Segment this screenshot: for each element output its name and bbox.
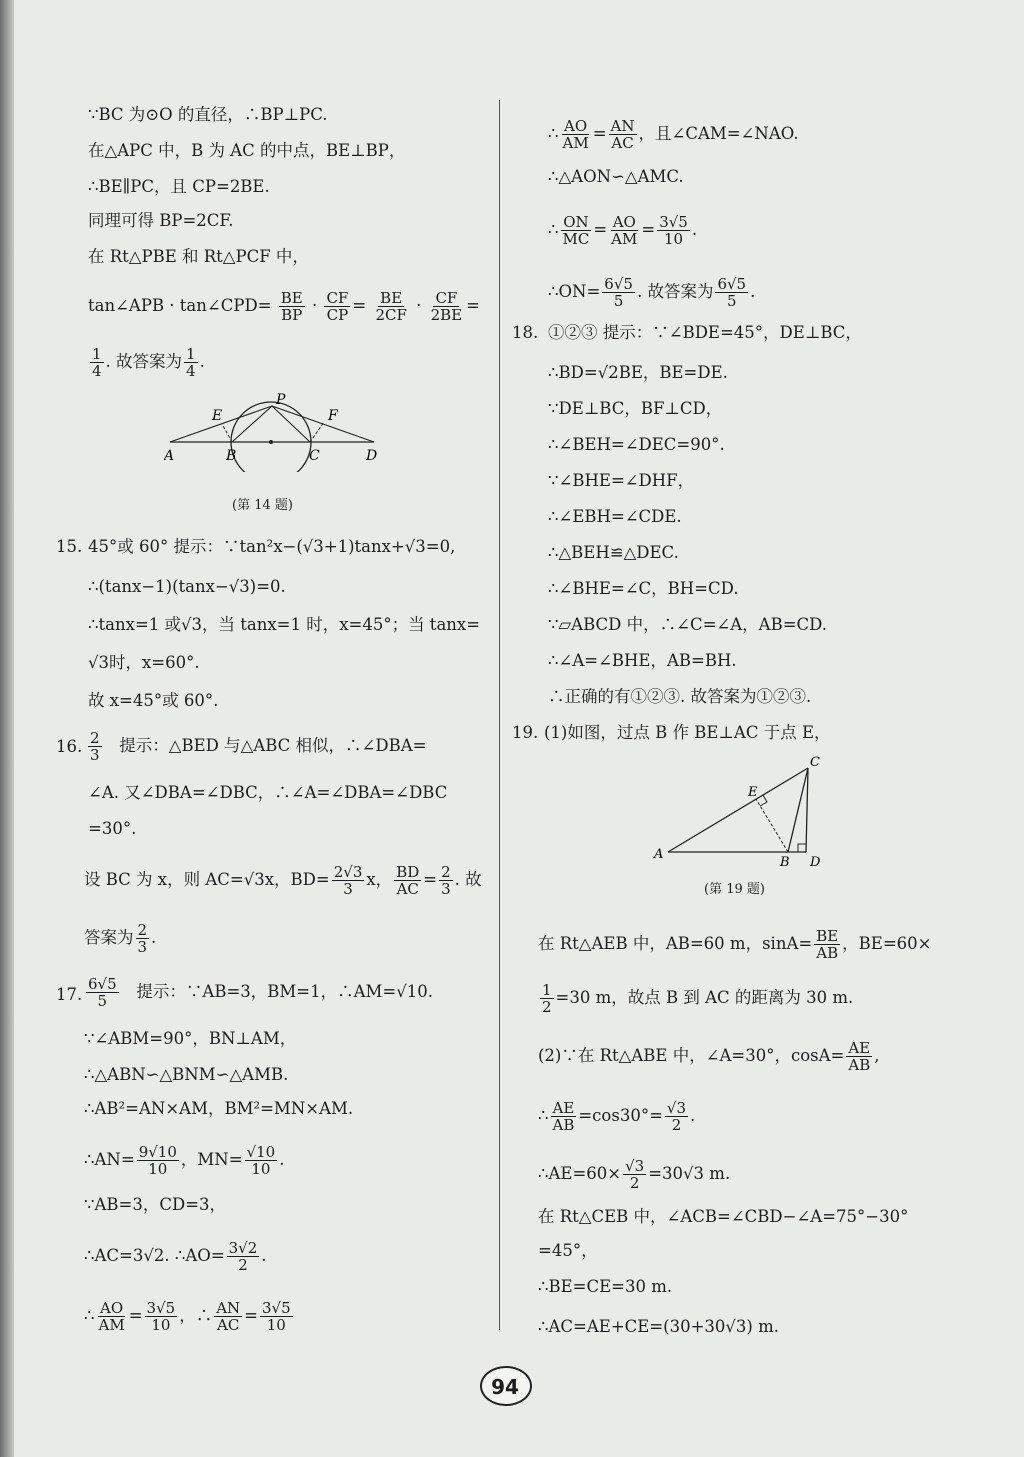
- label-A: A: [164, 448, 175, 464]
- text-line: ∴BD=√2BE，BE=DE.: [548, 363, 728, 382]
- text-line: ∵∠BHE=∠DHF，: [548, 471, 695, 490]
- fraction: $\frac{AE}{AB}$: [848, 1039, 871, 1074]
- fraction: $\frac{ON}{MC}$: [562, 213, 590, 248]
- label-C: C: [810, 755, 820, 770]
- text: 设 BC 为 x，则 AC=√3x，BD=: [84, 870, 330, 889]
- text-line: ∴正确的有①②③. 故答案为①②③.: [548, 687, 812, 706]
- fraction: $\frac{√3}{2}$: [666, 1099, 687, 1134]
- label-C: C: [309, 448, 320, 464]
- fraction: $\frac{AE}{AB}$: [552, 1099, 575, 1134]
- text: . 故答案为: [636, 282, 714, 301]
- text-line: ∵DE⊥BC，BF⊥CD，: [548, 399, 723, 418]
- text-line: ∴∠A=∠BHE，AB=BH.: [548, 651, 737, 670]
- page-number: 94: [491, 1375, 519, 1399]
- text-line: ∴△AON∽△AMC.: [548, 167, 684, 186]
- fraction: $\frac{3√5}{10}$: [146, 1299, 176, 1334]
- fraction: $\frac{1}{4}$: [92, 345, 102, 380]
- figure-14: [164, 392, 384, 472]
- text: 在 Rt△AEB 中，AB=60 m，sinA=: [538, 934, 813, 953]
- text-line: 故 x=45°或 60°.: [88, 691, 219, 710]
- figure-19: [652, 752, 842, 872]
- formula-line: [538, 982, 853, 1015]
- fraction: $\frac{2√3}{3}$: [333, 863, 363, 898]
- page-number-badge: [470, 1360, 540, 1410]
- formula-line: (2)∵在 Rt△ABE 中，∠A=30°，cosA= $\frac{AE}{AB}$ ,: [538, 1039, 880, 1074]
- label-D: D: [366, 448, 378, 464]
- label-B: B: [780, 855, 790, 870]
- text-line: ∴AC=AE+CE=(30+30√3) m.: [538, 1317, 779, 1336]
- text: ，BE=60×: [842, 934, 932, 953]
- formula-line: [84, 976, 433, 1009]
- text: (2)∵在 Rt△ABE 中，∠A=30°，cosA=: [538, 1046, 845, 1065]
- fraction: $\frac{2}{3}$: [90, 729, 100, 764]
- formula-line: ∴ $\frac{ON}{MC}$ = $\frac{AO}{AM}$ = $\frac{3√5}{10}$ .: [548, 213, 698, 248]
- formula-line: 答案为 $\frac{2}{3}$ .: [84, 921, 157, 956]
- formula-line: ∴ $\frac{AO}{AM}$ = $\frac{AN}{AC}$ ，且∠CAM=∠NAO.: [548, 117, 799, 152]
- text-line: ∴BE∥PC，且 CP=2BE.: [88, 177, 270, 196]
- formula-line: [538, 928, 932, 961]
- fraction: $\frac{AO}{AM}$: [611, 213, 638, 248]
- text-line: ∴tanx=1 或√3，当 tanx=1 时，x=45°；当 tanx=: [88, 615, 481, 634]
- fraction: $\frac{AN}{AC}$: [610, 117, 635, 152]
- label-B: B: [226, 448, 237, 464]
- figure-19-caption: (第 19 题): [704, 882, 765, 897]
- fraction: $\frac{√10}{10}$: [246, 1143, 276, 1178]
- question-number: 18.: [512, 323, 539, 342]
- formula-line: ∴ $\frac{AE}{AB}$ =cos30°= $\frac{√3}{2}$ .: [538, 1099, 696, 1134]
- fraction: $\frac{6√5}{5}$: [717, 275, 747, 310]
- text-line: (1)如图，过点 B 作 BE⊥AC 于点 E，: [544, 723, 831, 742]
- fraction: $\frac{BE}{AB}$: [816, 927, 839, 962]
- fraction: $\frac{2}{3}$: [441, 863, 451, 898]
- fraction: $\frac{√3}{2}$: [625, 1157, 645, 1192]
- text-line: ∴BE=CE=30 m.: [538, 1277, 673, 1296]
- text: ∴: [84, 1306, 95, 1325]
- text-line: ∴∠EBH=∠CDE.: [548, 507, 682, 526]
- question-number: 16.: [56, 737, 83, 756]
- fraction: $\frac{6√5}{5}$: [88, 975, 117, 1010]
- text: tan∠APB · tan∠CPD=: [88, 296, 272, 315]
- label-A: A: [654, 847, 664, 862]
- text-line: ∴∠BEH=∠DEC=90°.: [548, 435, 725, 454]
- fraction: $\frac{3√2}{2}$: [228, 1239, 258, 1274]
- label-P: P: [276, 392, 286, 408]
- formula-line: [538, 1158, 730, 1191]
- text-line: ∠A. 又∠DBA=∠DBC，∴∠A=∠DBA=∠DBC: [88, 783, 448, 802]
- text-line: =45°，: [538, 1241, 598, 1260]
- fraction: $\frac{CF}{2BE}$: [430, 289, 463, 324]
- fraction: $\frac{BE}{BP}$: [280, 289, 303, 324]
- formula-line: ∴AN= $\frac{9√10}{10}$ ，MN= $\frac{√10}{10}$ .: [84, 1143, 285, 1178]
- text: ∴AE=60×: [538, 1164, 622, 1183]
- fraction: $\frac{CF}{CP}$: [326, 289, 349, 324]
- formula-line: ∴ $\frac{AO}{AM}$ = $\frac{3√5}{10}$ ，∴ $\frac{AN}{AC}$ = $\frac{3√5}{10}$: [84, 1299, 291, 1334]
- fraction: $\frac{BE}{2CF}$: [375, 289, 407, 324]
- text-line: 同理可得 BP=2CF.: [88, 211, 234, 230]
- text-line: ∴∠BHE=∠C，BH=CD.: [548, 579, 739, 598]
- fraction: $\frac{9√10}{10}$: [138, 1143, 177, 1178]
- text: . 故答案为: [105, 352, 183, 371]
- text-line: 45°或 60° 提示：∵tan²x−(√3+1)tanx+√3=0,: [88, 537, 456, 556]
- text: . 故: [454, 870, 482, 889]
- formula-line: ∴AC=3√2. ∴AO= $\frac{3√2}{2}$ .: [84, 1239, 267, 1274]
- column-divider: [499, 100, 500, 1330]
- page-edge-shadow: [0, 0, 14, 1457]
- question-number: 19.: [512, 723, 539, 742]
- text: ，MN=: [180, 1150, 243, 1169]
- text: ∴: [538, 1106, 549, 1125]
- fraction: $\frac{AO}{AM}$: [562, 117, 589, 152]
- fraction: $\frac{1}{4}$: [186, 345, 196, 380]
- label-E: E: [748, 785, 758, 800]
- text-line: ∵▱ABCD 中，∴∠C=∠A，AB=CD.: [548, 615, 828, 634]
- formula-line: ∴ON= $\frac{6√5}{5}$ . 故答案为 $\frac{6√5}{5}$ .: [548, 275, 756, 310]
- text-line: ∴△BEH≌△DEC.: [548, 543, 679, 562]
- text-line: ∴△ABN∽△BNM∽△AMB.: [84, 1065, 289, 1084]
- text: 提示：∵AB=3，BM=1，∴AM=√10.: [136, 982, 434, 1001]
- text-line: ∵∠ABM=90°，BN⊥AM，: [84, 1029, 297, 1048]
- label-F: F: [328, 408, 338, 424]
- text: =cos30°=: [578, 1106, 663, 1125]
- figure-14-caption: (第 14 题): [232, 498, 293, 513]
- text-line: 在 Rt△PBE 和 Rt△PCF 中，: [88, 247, 309, 266]
- formula-line: 设 BC 为 x，则 AC=√3x，BD= $\frac{2√3}{3}$ x， $\frac{BD}{AC}$ = $\frac{2}{3}$ . 故: [84, 863, 482, 898]
- fraction: $\frac{3√5}{10}$: [659, 213, 688, 248]
- fraction: $\frac{BD}{AC}$: [396, 863, 420, 898]
- text: ∴: [548, 124, 559, 143]
- fraction: $\frac{1}{2}$: [542, 981, 552, 1016]
- fraction: $\frac{AN}{AC}$: [216, 1299, 241, 1334]
- text: x，: [366, 870, 393, 889]
- fraction: $\frac{2}{3}$: [137, 921, 148, 956]
- text: 答案为: [84, 928, 134, 947]
- text-line: 在△APC 中，B 为 AC 的中点，BE⊥BP，: [88, 141, 406, 160]
- text-line: 在 Rt△CEB 中，∠ACB=∠CBD−∠A=75°−30°: [538, 1207, 909, 1226]
- formula-line: tan∠APB · tan∠CPD= $\frac{BE}{BP}$ · $\frac{CF}{CP}$ = $\frac{BE}{2CF}$ · $\frac{CF}{2BE}$ =: [88, 289, 480, 324]
- text: ，∴: [179, 1306, 213, 1325]
- formula-line: [86, 730, 426, 763]
- text: 提示：△BED 与△ABC 相似，∴∠DBA=: [119, 736, 427, 755]
- text-line: ①②③ 提示：∵∠BDE=45°，DE⊥BC，: [548, 323, 862, 342]
- question-number: 17.: [56, 985, 83, 1004]
- text-line: =30°.: [88, 819, 137, 838]
- formula-line: $\frac{1}{4}$ . 故答案为 $\frac{1}{4}$ .: [92, 345, 205, 380]
- text: ∴ON=: [548, 282, 601, 301]
- text: ，且∠CAM=∠NAO.: [638, 124, 799, 143]
- label-D: D: [810, 855, 821, 870]
- text-line: ∵AB=3，CD=3，: [84, 1195, 227, 1214]
- text: ∴AN=: [84, 1150, 135, 1169]
- question-number: 15.: [56, 537, 83, 556]
- text-line: ∴AB²=AN×AM，BM²=MN×AM.: [84, 1099, 354, 1118]
- fraction: $\frac{6√5}{5}$: [604, 275, 633, 310]
- text: ∴: [548, 220, 559, 239]
- fraction: $\frac{3√5}{10}$: [261, 1299, 291, 1334]
- text: =30 m，故点 B 到 AC 的距离为 30 m.: [555, 988, 854, 1007]
- text-line: ∴(tanx−1)(tanx−√3)=0.: [88, 577, 286, 596]
- text-line: ∵BC 为⊙O 的直径，∴BP⊥PC.: [88, 105, 328, 124]
- text-line: √3时，x=60°.: [88, 653, 200, 672]
- label-E: E: [212, 408, 223, 424]
- text: =30√3 m.: [648, 1164, 731, 1183]
- text: ∴AC=3√2. ∴AO=: [84, 1246, 225, 1265]
- fraction: $\frac{AO}{AM}$: [98, 1299, 125, 1334]
